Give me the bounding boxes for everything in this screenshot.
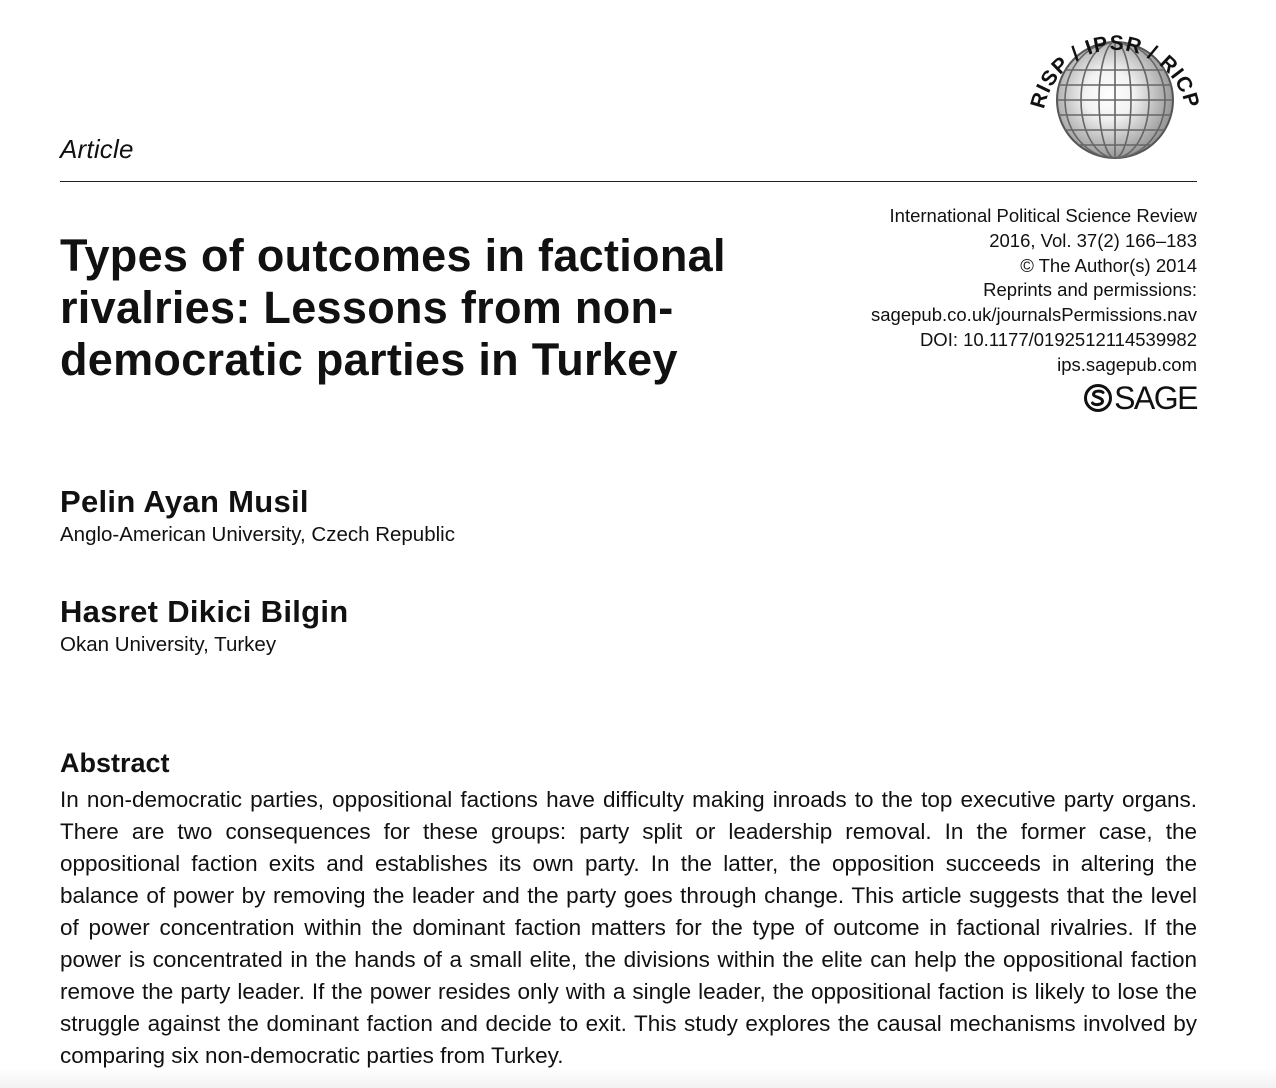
journal-info xyxy=(871,204,1197,378)
journal-volume: 2016, Vol. 37(2) 166–183 xyxy=(989,229,1197,251)
paper-title-line: democratic parties in Turkey xyxy=(60,334,678,385)
paper-title-line: Types of outcomes in factional xyxy=(60,230,726,281)
journal-logo xyxy=(1022,10,1207,170)
header-divider xyxy=(60,181,1197,182)
journal-doi[interactable]: DOI: 10.1177/0192512114539982 xyxy=(919,328,1197,350)
publisher-logo xyxy=(1084,380,1197,416)
author-affiliation: Anglo-American University, Czech Republic xyxy=(60,523,455,546)
article-type-label: Article xyxy=(60,134,134,164)
journal-site-link[interactable]: ips.sagepub.com xyxy=(1057,353,1197,375)
page-bottom-shadow xyxy=(0,1068,1276,1088)
logo-text: RISP / IPSR / RICP xyxy=(1026,31,1204,111)
journal-reprints-link[interactable]: sagepub.co.uk/journalsPermissions.nav xyxy=(871,304,1197,326)
author-affiliation: Okan University, Turkey xyxy=(60,633,277,656)
journal-copyright: © The Author(s) 2014 xyxy=(1020,254,1197,276)
abstract-text: In non-democratic parties, oppositional factions have difficulty making inroads to the top executive party organs. There are two consequences for these groups: party split or leadership removal. In the former case, the oppositional faction exits and establishes its own party. In the latter, the opposition succeeds in altering the balance of power by removing the leader and the party goes through change. This article suggests that the level of power concentration within the dominant faction matters for the type of outcome in factional rivalries. If the power is concentrated in the hands of a small elite, the divisions within the elite can help the oppositional faction remove the party leader. If the power resides only with a single leader, the oppositional faction is likely to lose the struggle against the dominant faction and decide to exit. This study explores the causal mechanisms involved by comparing six non-democratic parties from Turkey. xyxy=(60,787,1197,1068)
journal-name: International Political Science Review xyxy=(889,205,1197,226)
author-name: Pelin Ayan Musil xyxy=(60,484,309,519)
paper-title-line: rivalries: Lessons from non- xyxy=(60,282,674,333)
paper-title xyxy=(60,230,780,386)
abstract-heading: Abstract xyxy=(60,748,170,778)
sage-s-logo-icon xyxy=(1084,383,1112,413)
author-name: Hasret Dikici Bilgin xyxy=(60,594,349,629)
journal-reprints: Reprints and permissions: xyxy=(983,279,1197,301)
publisher-name: SAGE xyxy=(1114,380,1197,416)
